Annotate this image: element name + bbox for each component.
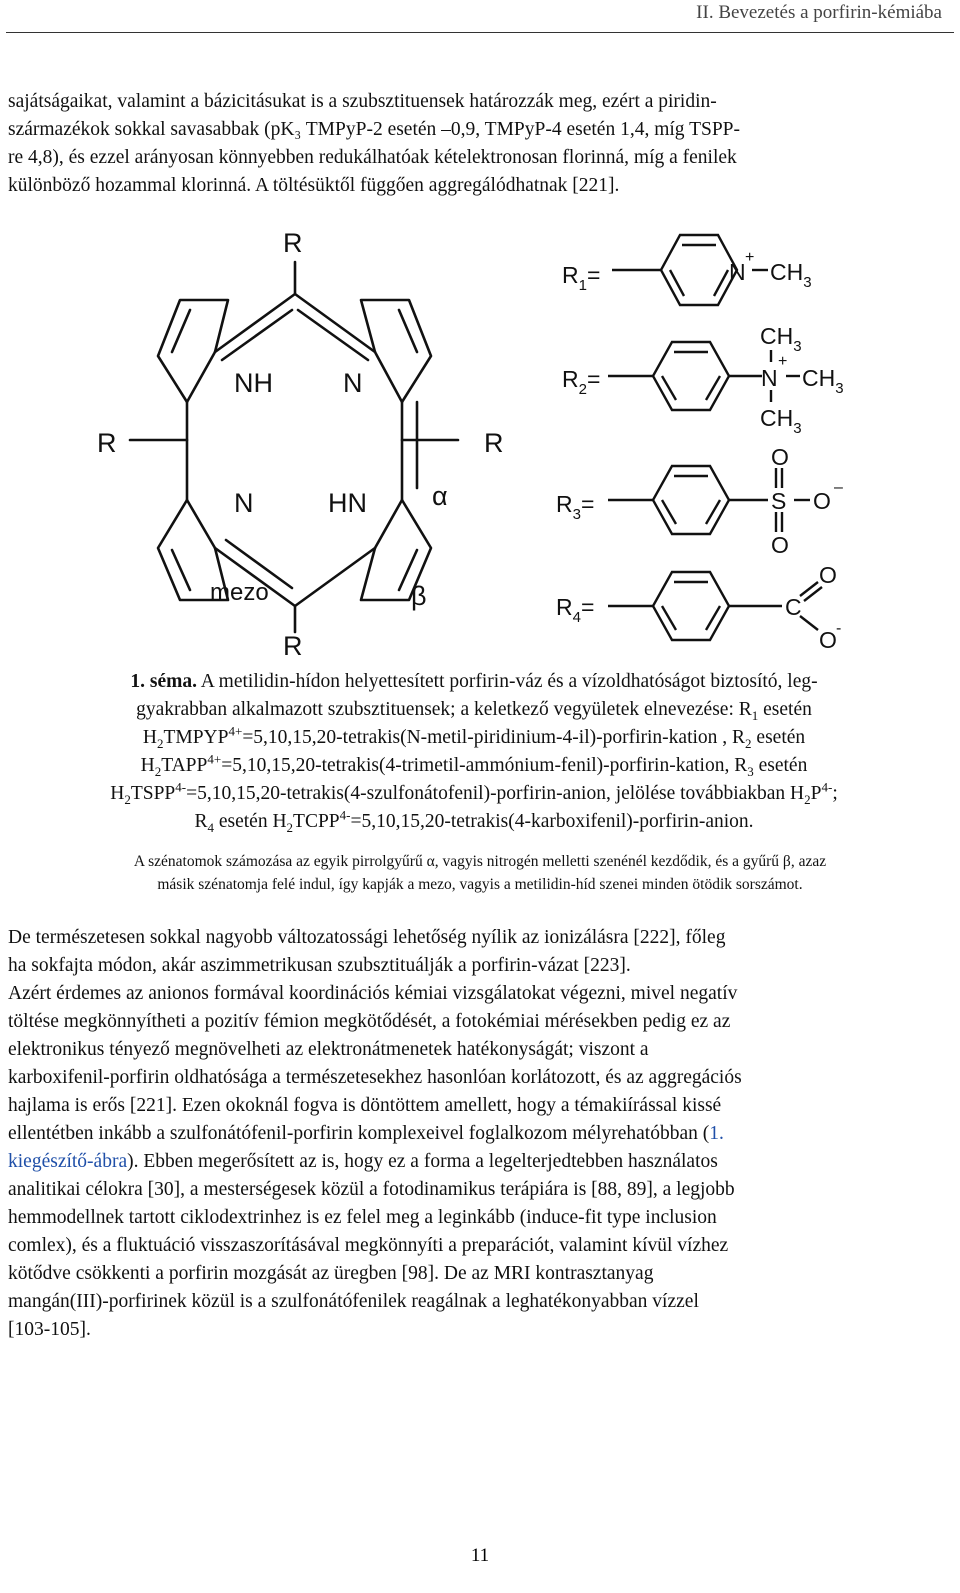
r3-oxygen-right: O <box>813 488 831 514</box>
r2-methyl-bottom: $CH_3$ <box>760 405 802 437</box>
n-label: N <box>343 368 363 398</box>
caption-line-6: $R_4$ esetén $H_2TCPP^{4-}=5,10,15,20-tetrakis(4-karboxifenil)-porfirin$-anion. <box>194 807 754 835</box>
r2-nitrogen: N <box>761 365 778 391</box>
scheme-caption <box>8 668 940 836</box>
r-left-label: R <box>97 428 117 458</box>
r-top-label: R <box>283 228 303 258</box>
caption-line-4: $H_2TAPP^{4+}=5,10,15,20-tetrakis(4-trimetil-ammónium-fenil)-porfirin$-kation, $R_3$ esetén <box>140 751 808 779</box>
p3-line-12: mangán(III)-porfirinek közül is a szulfonátófenilek reagálnak a leghatékonyabban vízzel <box>8 1291 699 1312</box>
r3-minus-charge: – <box>834 479 843 496</box>
p3-line-10: comlex), és a fluktuáció visszaszorításával megkönnyíti a preparációt, valamint kívül vízhez <box>8 1235 729 1256</box>
alpha-label: α <box>432 481 448 511</box>
caption-note-line-1: A szénatomok számozása az egyik pirrolgyűrű α, vagyis nitrogén melletti szenénél kezdődik, és a gyűrű β, azaz <box>133 853 827 870</box>
r4-label: $R_4=$ <box>556 594 595 626</box>
p3-line-9: hemmodellnek tartott ciklodextrinhez is ez felel meg a leginkább (induce-fit type inclusion <box>8 1207 717 1228</box>
caption-label: 1. séma. <box>130 671 197 692</box>
r-right-label: R <box>484 428 504 458</box>
p1-line-1: sajátságaikat, valamint a bázicitásukat is a szubsztituensek határozzák meg, ezért a piridin- <box>8 91 717 112</box>
p3-line-7: kiegészítő-ábra). Ebben megerősített az is, hogy ez a forma a legelterjedtebben használatos <box>8 1151 718 1172</box>
supplementary-figure-link-text[interactable]: kiegészítő-ábra <box>8 1151 128 1172</box>
porphyrin-core-drawing <box>130 262 458 632</box>
caption-line-1: 1. séma. A metilidin-hídon helyettesített porfirin-váz és a vízoldhatóságot biztosító, leg- <box>130 671 818 692</box>
p3-line-5: hajlama is erős [221]. Ezen okoknál fogva is döntöttem amellett, hogy a témakiírással kissé <box>8 1095 722 1116</box>
supplementary-figure-link[interactable]: 1. <box>709 1123 724 1144</box>
n2-label: N <box>234 488 254 518</box>
beta-label: β <box>411 581 427 611</box>
p3-line-8: analitikai célokra [30], a mesterségesek közül a fotodinamikus terápiára is [88, 89], a legjobb <box>8 1179 735 1200</box>
p3-line-2: töltése megkönnyítheti a pozitív fémion megkötődését, a fotokémiai mérésekben pedig ez az <box>8 1011 731 1032</box>
r2-plus-charge: + <box>778 353 788 370</box>
r4-oxygen-bottom: O <box>819 627 837 653</box>
r4-minus-charge: - <box>836 620 842 637</box>
caption-note <box>18 850 942 896</box>
p2-line-2: ha sokfajta módon, akár aszimmetrikusan szubsztituálják a porfirin-vázat [223]. <box>8 955 631 976</box>
r1-label: $R_1=$ <box>562 262 601 294</box>
r3-sulfur: S <box>771 488 787 514</box>
p1-line-4: különböző hozammal klorinná. A töltésüktől függően aggregálódhatnak [221]. <box>8 175 620 196</box>
p1-line-2: származékok sokkal savasabbak (pK₃ TMPyP-2 esetén –0,9, TMPyP-4 esetén 1,4, míg TSPP- <box>8 119 741 140</box>
p3-line-11: kötődve csökkenti a porfirin mozgását az üregben [98]. De az MRI kontrasztanyag <box>8 1263 654 1284</box>
r2-methyl-top: $CH_3$ <box>760 323 802 355</box>
r1-nitrogen: N <box>729 259 746 285</box>
r1-plus-charge: + <box>745 249 755 266</box>
caption-line-5: $H_2TSPP^{4-}=5,10,15,20-tetrakis(4-szulfonátofenil)-porfirin$-anion, jelölése továbbiakban $H_2P^{4-}$; <box>110 779 838 807</box>
r4-carbon: C <box>785 594 802 620</box>
p2-line-1: De természetesen sokkal nagyobb változatossági lehetőség nyílik az ionizálásra [222], főleg <box>8 927 726 948</box>
p3-line-1: Azért érdemes az anionos formával koordinációs kémiai vizsgálatokat végezni, mivel negatív <box>8 983 738 1004</box>
paragraph-2 <box>8 924 934 980</box>
r4-oxygen-top: O <box>819 562 837 588</box>
p3-line-4: karboxifenil-porfirin oldhatósága a természetesekhez hasonlóan korlátozott, és az aggregációs <box>8 1067 742 1088</box>
running-header: II. Bevezetés a porfirin-kémiába <box>696 2 942 23</box>
r3-label: $R_3=$ <box>556 491 595 523</box>
r3-oxygen-top: O <box>771 444 789 470</box>
p3-line-13: [103-105]. <box>8 1319 91 1340</box>
r1-methyl: $CH_3$ <box>770 259 812 291</box>
nh-label: NH <box>234 368 273 398</box>
page-number: 11 <box>470 1545 490 1566</box>
p3-line-3: elektronikus tényező megnövelheti az elektronátmenetek hatékonyságát; viszont a <box>8 1039 649 1060</box>
p1-line-3: re 4,8), és ezzel arányosan könnyebben redukálhatóak kételektronosan florinná, míg a fenilek <box>8 147 737 168</box>
paragraph-3 <box>8 980 934 1344</box>
r2-label: $R_2=$ <box>562 366 601 398</box>
porphyrin-scheme-figure <box>0 0 960 670</box>
hn-label: HN <box>328 488 367 518</box>
caption-line-2: gyakrabban alkalmazott szubsztituensek; a keletkező vegyületek elnevezése: $R_1$ esetén <box>136 699 812 723</box>
mezo-label: mezo <box>210 579 269 606</box>
caption-note-line-2: másik szénatomja felé indul, így kapják a mezo, vagyis a metilidin-híd szenei minden ötödik sorszámot. <box>157 876 803 893</box>
r2-methyl-right: $CH_3$ <box>802 365 844 397</box>
r3-oxygen-bottom: O <box>771 532 789 558</box>
r-bottom-label: R <box>283 631 303 661</box>
p3-line-6: ellentétben inkább a szulfonátófenil-porfirin komplexeivel foglalkozom mélyrehatóbban (1. <box>8 1123 724 1144</box>
caption-line-3: $H_2TMPYP^{4+}=5,10,15,20-tetrakis(N-metil-piridinium-4-il)-porfirin$-kation , $R_2$ esetén <box>142 723 806 751</box>
